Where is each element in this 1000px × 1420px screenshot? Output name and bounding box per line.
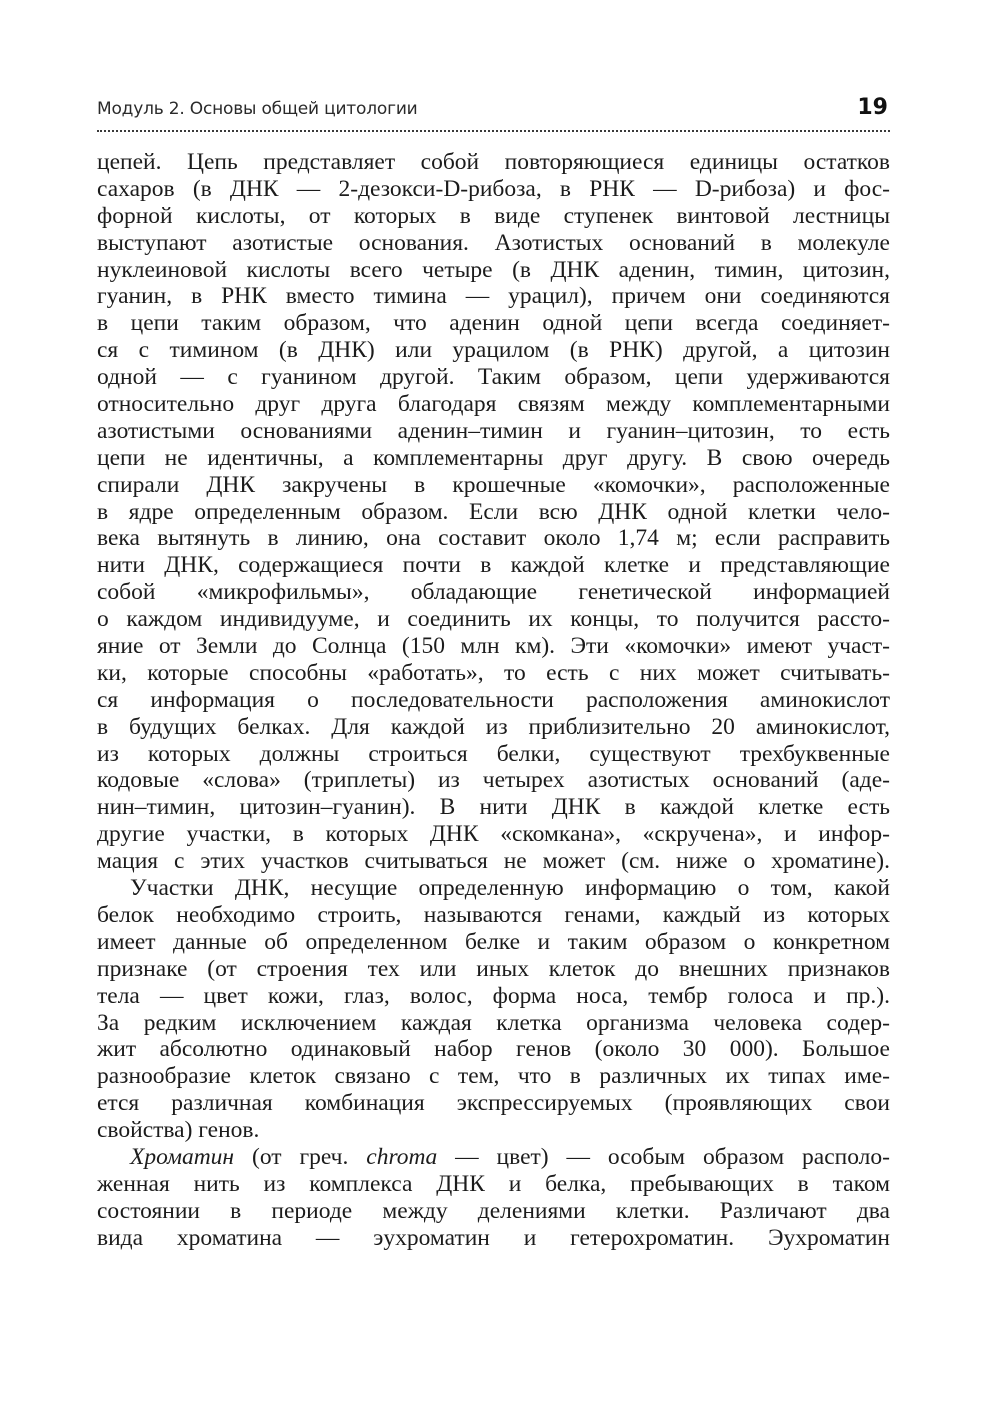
text-line: сахаров (в ДНК — 2-дезокси-D-рибоза, в РНК — D-рибоза) и фос- [97,175,890,202]
text-line: ся информация о последовательности расположения аминокислот [97,686,890,713]
text-line: собой «микрофильмы», обладающие генетической информацией [97,579,890,606]
text-line: о каждом индивидууме, и соединить их концы, то получится рассто- [97,606,890,633]
text-line: относительно друг друга благодаря связям между комплементарными [97,391,890,418]
text-line: спирали ДНК закручены в крошечные «комочки», расположенные [97,471,890,498]
text-line: в будущих белках. Для каждой из приблизительно 20 аминокислот, [97,713,890,740]
text-line: нин–тимин, цитозин–гуанин). В нити ДНК в каждой клетке есть [97,794,890,821]
term-chromatin: Хроматин [130,1143,235,1170]
text-line: За редким исключением каждая клетка организма человека содер- [97,1009,890,1036]
text-line: ется различная комбинация экспрессируемых (проявляющих свои [97,1090,890,1117]
body-text [97,149,890,1252]
greek-word: chroma [366,1143,438,1170]
text-line: вида хроматина — эухроматин и гетерохроматин. Эухроматин [97,1224,890,1251]
chromatin-pre: (от греч. [234,1143,367,1170]
running-header [97,95,890,132]
text-line: жит абсолютно одинаковый набор генов (около 30 000). Большое [97,1036,890,1063]
text-line: яние от Земли до Солнца (150 млн км). Эти «комочки» имеют участ- [97,633,890,660]
text-line: мация с этих участков считываться не может (см. ниже о хроматине). [97,848,890,875]
text-line: гуанин, в РНК вместо тимина — урацил), причем они соединяются [97,283,890,310]
chromatin-post: — цвет) — особым образом располо- [437,1143,890,1170]
text-line: азотистыми основаниями аденин–тимин и гуанин–цитозин, то есть [97,417,890,444]
page-number: 19 [857,95,888,120]
text-line: имеет данные об определенном белке и таким образом о конкретном [97,928,890,955]
text-line: тела — цвет кожи, глаз, волос, форма носа, тембр голоса и пр.). [97,982,890,1009]
text-line: состоянии в периоде между делениями клетки. Различают два [97,1197,890,1224]
paragraph-first-line: Участки ДНК, несущие определенную информацию о том, какой [130,875,890,902]
text-line: ся с тимином (в ДНК) или урацилом (в РНК) другой, а цитозин [97,337,890,364]
text-line: женная нить из комплекса ДНК и белка, пребывающих в таком [97,1170,890,1197]
text-line: форной кислоты, от которых в виде ступенек винтовой лестницы [97,202,890,229]
chromatin-definition-line [97,1144,890,1171]
text-line: другие участки, в которых ДНК «скомкана», «скручена», и инфор- [97,821,890,848]
text-line: кодовые «слова» (триплеты) из четырех азотистых оснований (аде- [97,767,890,794]
text-line: нити ДНК, содержащиеся почти в каждой клетке и представляющие [97,552,890,579]
text-line: в цепи таким образом, что аденин одной цепи всегда соединяет- [97,310,890,337]
text-line: белок необходимо строить, называются генами, каждый из которых [97,901,890,928]
text-line: одной — с гуанином другой. Таким образом, цепи удерживаются [97,364,890,391]
text-line: разнообразие клеток связано с тем, что в различных их типах име- [97,1063,890,1090]
text-line: ки, которые способны «работать», то есть с них может считывать- [97,659,890,686]
text-line: признаке (от строения тех или иных клеток до внешних признаков [97,955,890,982]
text-line: в ядре определенным образом. Если всю ДНК одной клетки чело- [97,498,890,525]
text-line: века вытянуть в линию, она составит около 1,74 м; если расправить [97,525,890,552]
text-line: из которых должны строиться белки, существуют трехбуквенные [97,740,890,767]
text-line: цепей. Цепь представляет собой повторяющиеся единицы остатков [97,149,890,175]
module-title: Модуль 2. Основы общей цитологии [97,99,418,119]
text-line: выступают азотистые основания. Азотистых оснований в молекуле [97,229,890,256]
text-line: цепи не идентичны, а комплементарны друг другу. В свою очередь [97,444,890,471]
paragraph-last-line: свойства) генов. [97,1117,260,1144]
text-line: нуклеиновой кислоты всего четыре (в ДНК аденин, тимин, цитозин, [97,256,890,283]
